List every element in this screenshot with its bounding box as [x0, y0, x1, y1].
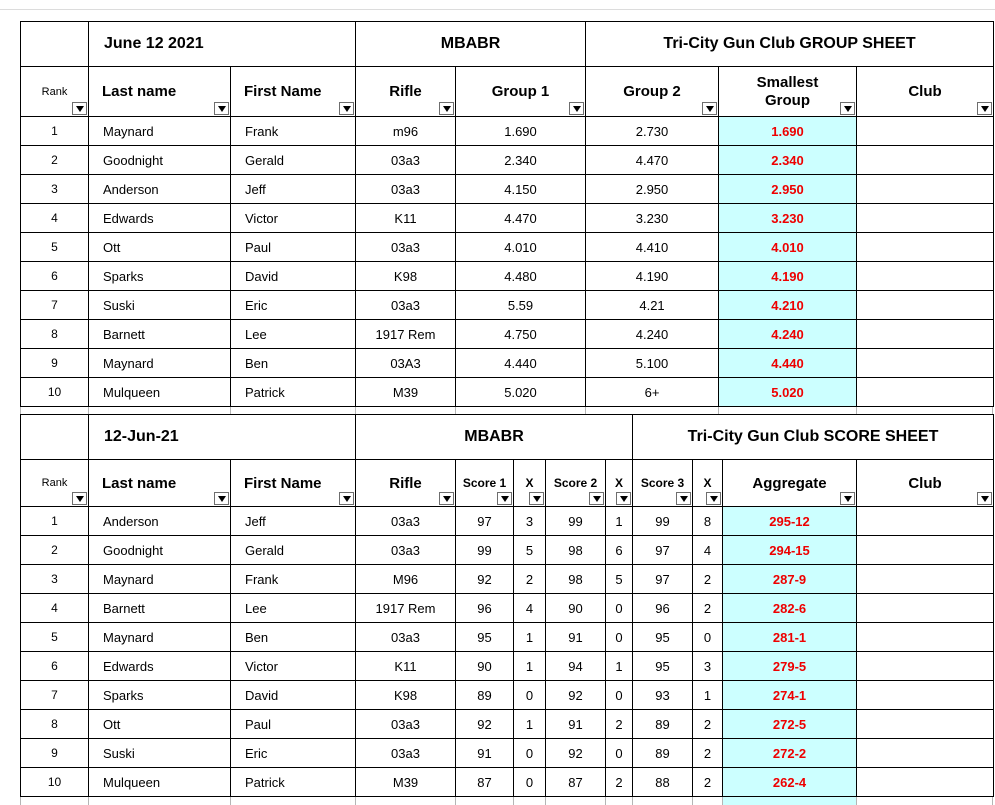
cell-last[interactable]: Maynard	[89, 117, 231, 146]
cell-rifle[interactable]: 03a3	[356, 291, 456, 320]
cell-rifle[interactable]: K98	[356, 681, 456, 710]
cell-rifle[interactable]: 03a3	[356, 146, 456, 175]
cell-first[interactable]: Victor	[231, 204, 356, 233]
cell-rank[interactable]: 5	[21, 233, 89, 262]
cell-last[interactable]: Sparks	[89, 262, 231, 291]
cell-s1[interactable]: 92	[456, 710, 514, 739]
cell-g1[interactable]: 4.440	[456, 349, 586, 378]
header-rank[interactable]: Rank	[21, 67, 89, 117]
cell-g1[interactable]: 2.340	[456, 146, 586, 175]
cell-club[interactable]	[857, 349, 994, 378]
table-row	[21, 320, 994, 349]
cell-x3[interactable]: 2	[693, 594, 723, 623]
cell-rank[interactable]: 7	[21, 291, 89, 320]
cell-rank[interactable]: 2	[21, 536, 89, 565]
cell-s2[interactable]: 90	[546, 594, 606, 623]
cell-smallest[interactable]: 3.230	[719, 204, 857, 233]
cell-first[interactable]: Eric	[231, 291, 356, 320]
cell-rank[interactable]: 5	[21, 623, 89, 652]
table-row	[21, 652, 994, 681]
cell-s1[interactable]: 90	[456, 652, 514, 681]
cell-rifle[interactable]: m96	[356, 117, 456, 146]
cell-first[interactable]: Patrick	[231, 378, 356, 407]
filter-dropdown-icon[interactable]	[589, 492, 604, 505]
cell-rank[interactable]: 4	[21, 204, 89, 233]
cell-club[interactable]	[857, 262, 994, 291]
cell-first[interactable]: David	[231, 262, 356, 291]
table-row	[21, 175, 994, 204]
date-cell[interactable]: June 12 2021	[89, 22, 356, 67]
cell-smallest[interactable]: 4.240	[719, 320, 857, 349]
cell-agg[interactable]: 294-15	[723, 536, 857, 565]
cell-club[interactable]	[857, 320, 994, 349]
filter-dropdown-icon[interactable]	[529, 492, 544, 505]
filter-dropdown-icon[interactable]	[214, 102, 229, 115]
cell-first[interactable]: Patrick	[231, 768, 356, 797]
cell-x1[interactable]: 1	[514, 623, 546, 652]
cell-first[interactable]: Victor	[231, 652, 356, 681]
event-cell[interactable]: MBABR	[356, 22, 586, 67]
score-sheet-table	[20, 414, 994, 797]
cell-club[interactable]	[857, 291, 994, 320]
cell-x3[interactable]: 2	[693, 710, 723, 739]
cell-rifle[interactable]: 03a3	[356, 623, 456, 652]
cell-rank[interactable]: 2	[21, 146, 89, 175]
cell-last[interactable]: Sparks	[89, 681, 231, 710]
cell-last[interactable]: Suski	[89, 291, 231, 320]
cell-last[interactable]: Goodnight	[89, 536, 231, 565]
filter-dropdown-icon[interactable]	[339, 102, 354, 115]
cell-x3[interactable]: 2	[693, 739, 723, 768]
cell-club[interactable]	[857, 565, 994, 594]
sheet-title[interactable]: Tri-City Gun Club GROUP SHEET	[586, 22, 994, 67]
table-row	[21, 204, 994, 233]
header-rifle[interactable]: Rifle	[356, 67, 456, 117]
header-score-1[interactable]: Score 1	[456, 460, 514, 507]
cell-s2[interactable]: 98	[546, 536, 606, 565]
filter-dropdown-icon[interactable]	[840, 102, 855, 115]
table-row	[21, 507, 994, 536]
cell-x3[interactable]: 8	[693, 507, 723, 536]
filter-dropdown-icon[interactable]	[497, 492, 512, 505]
cell-agg[interactable]: 262-4	[723, 768, 857, 797]
cell-club[interactable]	[857, 233, 994, 262]
cell-g2[interactable]: 4.21	[586, 291, 719, 320]
cell-rifle[interactable]: M96	[356, 565, 456, 594]
cell-rifle[interactable]: 1917 Rem	[356, 320, 456, 349]
table-row	[21, 681, 994, 710]
header-x-1[interactable]: X	[514, 460, 546, 507]
column-header-row	[21, 460, 994, 507]
cell-s2[interactable]: 87	[546, 768, 606, 797]
cell-rank[interactable]: 8	[21, 710, 89, 739]
cell-smallest[interactable]: 4.190	[719, 262, 857, 291]
group-sheet-table	[20, 21, 994, 407]
filter-dropdown-icon[interactable]	[569, 102, 584, 115]
cell-smallest[interactable]: 1.690	[719, 117, 857, 146]
cell-rank[interactable]: 6	[21, 652, 89, 681]
cell-rifle[interactable]: K98	[356, 262, 456, 291]
cell-g2[interactable]: 2.730	[586, 117, 719, 146]
cell-first[interactable]: Paul	[231, 710, 356, 739]
cell-club[interactable]	[857, 204, 994, 233]
cell-rank[interactable]: 10	[21, 378, 89, 407]
cell-rank[interactable]: 1	[21, 507, 89, 536]
cell-last[interactable]: Maynard	[89, 565, 231, 594]
filter-dropdown-icon[interactable]	[616, 492, 631, 505]
cell-club[interactable]	[857, 768, 994, 797]
cell-rank[interactable]: 8	[21, 320, 89, 349]
cell-x3[interactable]: 2	[693, 565, 723, 594]
cell-x1[interactable]: 1	[514, 710, 546, 739]
corner-cell[interactable]	[21, 22, 89, 67]
header-club[interactable]: Club	[857, 67, 994, 117]
cell-x1[interactable]: 3	[514, 507, 546, 536]
merged-header-row	[21, 415, 994, 460]
cell-s2[interactable]: 91	[546, 623, 606, 652]
cell-s3[interactable]: 95	[633, 652, 693, 681]
filter-dropdown-icon[interactable]	[702, 102, 717, 115]
cell-s3[interactable]: 93	[633, 681, 693, 710]
cell-last[interactable]: Barnett	[89, 594, 231, 623]
filter-dropdown-icon[interactable]	[439, 492, 454, 505]
cell-g1[interactable]: 1.690	[456, 117, 586, 146]
event-cell[interactable]: MBABR	[356, 415, 633, 460]
cell-g1[interactable]: 4.750	[456, 320, 586, 349]
cell-g2[interactable]: 4.410	[586, 233, 719, 262]
cell-rifle[interactable]: K11	[356, 652, 456, 681]
header-last-name[interactable]: Last name	[89, 460, 231, 507]
spreadsheet-gap-row	[20, 407, 993, 414]
cell-x1[interactable]: 4	[514, 594, 546, 623]
table-row	[21, 710, 994, 739]
cell-s3[interactable]: 89	[633, 739, 693, 768]
cell-x2[interactable]: 2	[606, 710, 633, 739]
header-x-3[interactable]: X	[693, 460, 723, 507]
filter-dropdown-icon[interactable]	[977, 102, 992, 115]
cell-last[interactable]: Edwards	[89, 652, 231, 681]
cell-x3[interactable]: 1	[693, 681, 723, 710]
filter-dropdown-icon[interactable]	[214, 492, 229, 505]
header-score-2[interactable]: Score 2	[546, 460, 606, 507]
filter-dropdown-icon[interactable]	[840, 492, 855, 505]
merged-header-row	[21, 22, 994, 67]
cell-last[interactable]: Barnett	[89, 320, 231, 349]
cell-x2[interactable]: 0	[606, 623, 633, 652]
cell-x2[interactable]: 1	[606, 507, 633, 536]
table-row	[21, 233, 994, 262]
cell-agg[interactable]: 272-2	[723, 739, 857, 768]
cell-last[interactable]: Ott	[89, 710, 231, 739]
cell-x1[interactable]: 0	[514, 739, 546, 768]
cell-last[interactable]: Ott	[89, 233, 231, 262]
filter-dropdown-icon[interactable]	[977, 492, 992, 505]
cell-x1[interactable]: 1	[514, 652, 546, 681]
cell-rifle[interactable]: 03a3	[356, 536, 456, 565]
cell-first[interactable]: Gerald	[231, 146, 356, 175]
cell-g2[interactable]: 3.230	[586, 204, 719, 233]
cell-last[interactable]: Mulqueen	[89, 378, 231, 407]
cell-last[interactable]: Maynard	[89, 623, 231, 652]
cell-rank[interactable]: 10	[21, 768, 89, 797]
header-first-name[interactable]: First Name	[231, 460, 356, 507]
table-row	[21, 117, 994, 146]
header-group-1[interactable]: Group 1	[456, 67, 586, 117]
cell-last[interactable]: Anderson	[89, 175, 231, 204]
cell-first[interactable]: Lee	[231, 320, 356, 349]
cell-g1[interactable]: 5.020	[456, 378, 586, 407]
cell-s1[interactable]: 95	[456, 623, 514, 652]
cell-s3[interactable]: 99	[633, 507, 693, 536]
table-row	[21, 349, 994, 378]
cell-rifle[interactable]: K11	[356, 204, 456, 233]
cell-s2[interactable]: 99	[546, 507, 606, 536]
date-cell[interactable]: 12-Jun-21	[89, 415, 356, 460]
cell-rank[interactable]: 6	[21, 262, 89, 291]
cell-agg[interactable]: 287-9	[723, 565, 857, 594]
cell-first[interactable]: David	[231, 681, 356, 710]
header-aggregate[interactable]: Aggregate	[723, 460, 857, 507]
filter-dropdown-icon[interactable]	[72, 102, 87, 115]
cell-s1[interactable]: 99	[456, 536, 514, 565]
group-sheet	[20, 21, 994, 407]
table-row	[21, 146, 994, 175]
cell-rifle[interactable]: M39	[356, 378, 456, 407]
header-score-3[interactable]: Score 3	[633, 460, 693, 507]
cell-s1[interactable]: 96	[456, 594, 514, 623]
cell-first[interactable]: Jeff	[231, 507, 356, 536]
cell-x2[interactable]: 0	[606, 594, 633, 623]
cell-smallest[interactable]: 4.010	[719, 233, 857, 262]
cell-smallest[interactable]: 2.340	[719, 146, 857, 175]
cell-club[interactable]	[857, 146, 994, 175]
filter-dropdown-icon[interactable]	[439, 102, 454, 115]
cell-rifle[interactable]: 03a3	[356, 233, 456, 262]
cell-s1[interactable]: 97	[456, 507, 514, 536]
cell-g1[interactable]: 4.150	[456, 175, 586, 204]
cell-x2[interactable]: 2	[606, 768, 633, 797]
cell-agg[interactable]: 282-6	[723, 594, 857, 623]
cell-g1[interactable]: 4.470	[456, 204, 586, 233]
cell-first[interactable]: Frank	[231, 565, 356, 594]
cell-g2[interactable]: 6+	[586, 378, 719, 407]
cell-s1[interactable]: 91	[456, 739, 514, 768]
cell-club[interactable]	[857, 536, 994, 565]
cell-first[interactable]: Jeff	[231, 175, 356, 204]
cell-smallest[interactable]: 4.440	[719, 349, 857, 378]
cell-s2[interactable]: 92	[546, 739, 606, 768]
cell-rank[interactable]: 1	[21, 117, 89, 146]
corner-cell[interactable]	[21, 415, 89, 460]
table-row	[21, 768, 994, 797]
header-rank[interactable]: Rank	[21, 460, 89, 507]
cell-smallest[interactable]: 5.020	[719, 378, 857, 407]
cell-rank[interactable]: 4	[21, 594, 89, 623]
table-row	[21, 594, 994, 623]
cell-club[interactable]	[857, 739, 994, 768]
cell-rifle[interactable]: 03a3	[356, 710, 456, 739]
cell-s3[interactable]: 95	[633, 623, 693, 652]
cell-last[interactable]: Anderson	[89, 507, 231, 536]
gridline	[0, 9, 995, 10]
cell-first[interactable]: Ben	[231, 349, 356, 378]
cell-smallest[interactable]: 2.950	[719, 175, 857, 204]
cell-s3[interactable]: 96	[633, 594, 693, 623]
cell-rifle[interactable]: 03a3	[356, 739, 456, 768]
table-row	[21, 623, 994, 652]
header-group-2[interactable]: Group 2	[586, 67, 719, 117]
cell-g2[interactable]: 5.100	[586, 349, 719, 378]
cell-x2[interactable]: 0	[606, 739, 633, 768]
cell-rifle[interactable]: 03A3	[356, 349, 456, 378]
cell-agg[interactable]: 295-12	[723, 507, 857, 536]
cell-rank[interactable]: 9	[21, 739, 89, 768]
cell-x2[interactable]: 0	[606, 681, 633, 710]
table-row	[21, 262, 994, 291]
cell-s1[interactable]: 92	[456, 565, 514, 594]
cell-x3[interactable]: 0	[693, 623, 723, 652]
filter-dropdown-icon[interactable]	[72, 492, 87, 505]
cell-g2[interactable]: 2.950	[586, 175, 719, 204]
table-row	[21, 291, 994, 320]
cell-s3[interactable]: 97	[633, 536, 693, 565]
cell-s2[interactable]: 91	[546, 710, 606, 739]
cell-first[interactable]: Gerald	[231, 536, 356, 565]
cell-last[interactable]: Goodnight	[89, 146, 231, 175]
cell-rifle[interactable]: M39	[356, 768, 456, 797]
header-club[interactable]: Club	[857, 460, 994, 507]
cell-club[interactable]	[857, 681, 994, 710]
cell-x3[interactable]: 4	[693, 536, 723, 565]
cell-s3[interactable]: 88	[633, 768, 693, 797]
cell-club[interactable]	[857, 117, 994, 146]
cell-s1[interactable]: 87	[456, 768, 514, 797]
cell-rank[interactable]: 3	[21, 565, 89, 594]
header-x-2[interactable]: X	[606, 460, 633, 507]
filter-dropdown-icon[interactable]	[339, 492, 354, 505]
cell-last[interactable]: Suski	[89, 739, 231, 768]
cell-x2[interactable]: 1	[606, 652, 633, 681]
cell-x3[interactable]: 3	[693, 652, 723, 681]
cell-rifle[interactable]: 03a3	[356, 175, 456, 204]
cell-s3[interactable]: 97	[633, 565, 693, 594]
cell-x2[interactable]: 5	[606, 565, 633, 594]
cell-g1[interactable]: 5.59	[456, 291, 586, 320]
cell-x1[interactable]: 0	[514, 768, 546, 797]
header-smallest-group[interactable]: Smallest Group	[719, 67, 857, 117]
cell-agg[interactable]: 279-5	[723, 652, 857, 681]
table-row	[21, 378, 994, 407]
cell-rank[interactable]: 9	[21, 349, 89, 378]
table-row	[21, 536, 994, 565]
cell-x2[interactable]: 6	[606, 536, 633, 565]
filter-dropdown-icon[interactable]	[676, 492, 691, 505]
cell-g1[interactable]: 4.010	[456, 233, 586, 262]
cell-g1[interactable]: 4.480	[456, 262, 586, 291]
cell-x3[interactable]: 2	[693, 768, 723, 797]
cell-s2[interactable]: 98	[546, 565, 606, 594]
cell-agg[interactable]: 274-1	[723, 681, 857, 710]
table-row	[21, 739, 994, 768]
cell-club[interactable]	[857, 175, 994, 204]
cell-club[interactable]	[857, 594, 994, 623]
cell-rifle[interactable]: 1917 Rem	[356, 594, 456, 623]
cell-first[interactable]: Eric	[231, 739, 356, 768]
partial-row	[20, 797, 993, 805]
header-first-name[interactable]: First Name	[231, 67, 356, 117]
cell-x1[interactable]: 2	[514, 565, 546, 594]
column-header-row	[21, 67, 994, 117]
cell-first[interactable]: Ben	[231, 623, 356, 652]
cell-last[interactable]: Maynard	[89, 349, 231, 378]
cell-x1[interactable]: 0	[514, 681, 546, 710]
header-last-name[interactable]: Last name	[89, 67, 231, 117]
cell-club[interactable]	[857, 710, 994, 739]
cell-g2[interactable]: 4.190	[586, 262, 719, 291]
cell-first[interactable]: Lee	[231, 594, 356, 623]
cell-rank[interactable]: 3	[21, 175, 89, 204]
cell-s1[interactable]: 89	[456, 681, 514, 710]
cell-club[interactable]	[857, 623, 994, 652]
score-sheet	[20, 414, 994, 797]
table-row	[21, 565, 994, 594]
sheet-title[interactable]: Tri-City Gun Club SCORE SHEET	[633, 415, 994, 460]
cell-g2[interactable]: 4.470	[586, 146, 719, 175]
cell-s2[interactable]: 92	[546, 681, 606, 710]
cell-club[interactable]	[857, 378, 994, 407]
cell-club[interactable]	[857, 652, 994, 681]
cell-x1[interactable]: 5	[514, 536, 546, 565]
cell-club[interactable]	[857, 507, 994, 536]
cell-first[interactable]: Paul	[231, 233, 356, 262]
cell-rifle[interactable]: 03a3	[356, 507, 456, 536]
cell-g2[interactable]: 4.240	[586, 320, 719, 349]
cell-agg[interactable]: 281-1	[723, 623, 857, 652]
filter-dropdown-icon[interactable]	[706, 492, 721, 505]
cell-s2[interactable]: 94	[546, 652, 606, 681]
cell-smallest[interactable]: 4.210	[719, 291, 857, 320]
cell-first[interactable]: Frank	[231, 117, 356, 146]
cell-s3[interactable]: 89	[633, 710, 693, 739]
cell-rank[interactable]: 7	[21, 681, 89, 710]
cell-last[interactable]: Edwards	[89, 204, 231, 233]
cell-last[interactable]: Mulqueen	[89, 768, 231, 797]
cell-agg[interactable]: 272-5	[723, 710, 857, 739]
header-rifle[interactable]: Rifle	[356, 460, 456, 507]
